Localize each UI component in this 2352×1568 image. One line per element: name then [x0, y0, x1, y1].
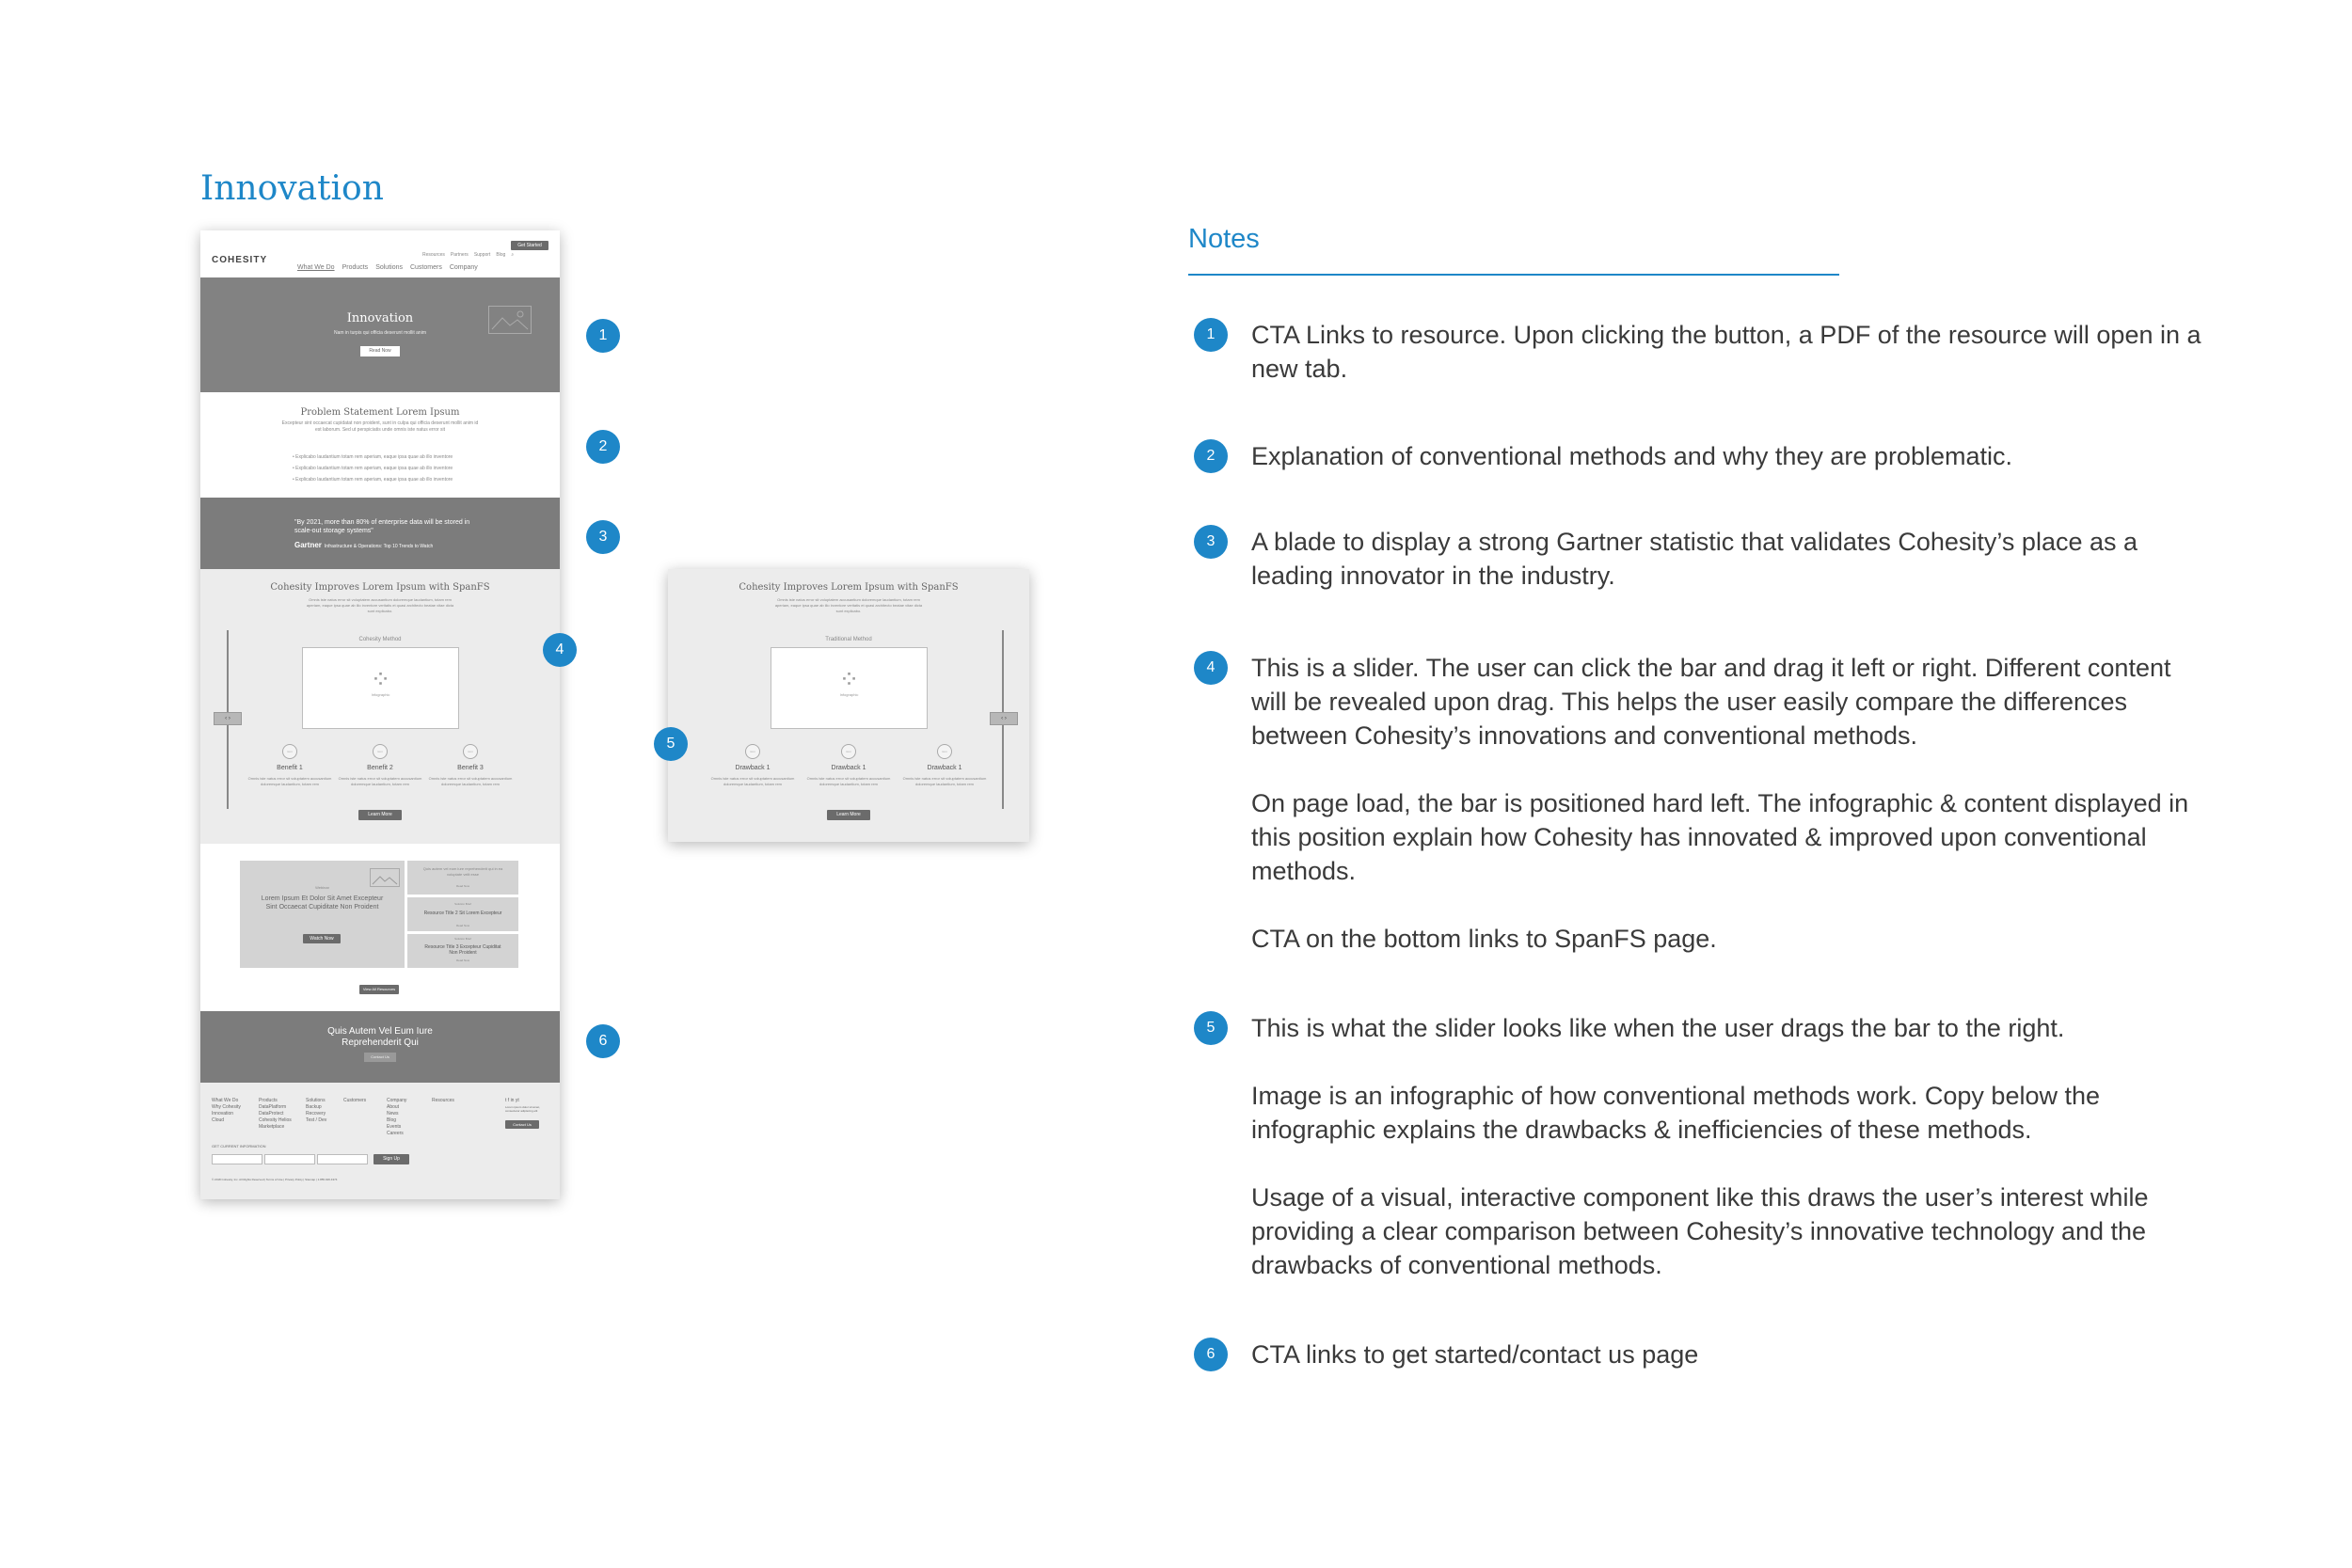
utility-nav-resources[interactable]: Resources [422, 252, 445, 258]
hero-title: Innovation [346, 311, 414, 325]
gartner-logo: Gartner [294, 541, 322, 549]
sign-up-button[interactable]: Sign Up [373, 1154, 409, 1164]
benefit-icon: icon [282, 744, 297, 759]
slider-title: Cohesity Improves Lorem Ipsum with SpanFS [270, 582, 490, 593]
hero-section [200, 277, 560, 392]
slider-intro: Omnis iste natus error sit voluptatem accusantium doloremque laudantium, totam rem aperiam, eaque ipsa quae ab illo inventore veritatis et quasi architecto beatae vitae dicta sunt explicabo. [306, 597, 454, 613]
contact-us-button[interactable]: Contact Us [364, 1053, 396, 1062]
alt-infographic-box [771, 647, 928, 729]
get-started-button[interactable]: Get Started [511, 241, 548, 250]
annotation-marker-4: 4 [543, 633, 577, 667]
slider-dragged-state [668, 569, 1029, 842]
alt-slider-handle[interactable]: ‹ › [990, 712, 1018, 725]
alt-method-label: Traditional Method [825, 637, 872, 642]
footer-col-resources: Resources [432, 1098, 454, 1103]
wireframe-page [200, 230, 560, 1199]
footer [200, 1083, 560, 1199]
featured-resource-title: Lorem Ipsum Et Dolor Sit Amet Excepteur Sint Occaecat Cupiditate Non Proident [261, 895, 384, 911]
method-label: Cohesity Method [358, 637, 402, 642]
benefit-1: icon Benefit 1 Omnis iste natus error sit voluptatem accusantium doloremque laudantium, totam rem [243, 744, 337, 787]
alt-infographic-label: Infographic [839, 692, 859, 697]
search-icon[interactable]: ⌕ [511, 252, 515, 258]
footer-col-what-we-do: What We Do Why Cohesity Innovation Cloud [212, 1098, 241, 1123]
note-badge-1: 1 [1194, 318, 1228, 352]
note-3: A blade to display a strong Gartner statistic that validates Cohesity’s place as a leading innovator in the industry. [1251, 528, 2138, 590]
alt-slider-title: Cohesity Improves Lorem Ipsum with SpanFS [739, 582, 959, 593]
main-nav-products[interactable]: Products [342, 264, 369, 271]
stat-source: Gartner Infrastructure & Operations: Top 10 Trends to Watch [294, 541, 434, 549]
infographic-box [302, 647, 459, 729]
problem-bullet-3: • Explicabo laudantium totam rem aperiam, eaque ipsa quae ab illo inventore [293, 477, 453, 483]
last-name-input[interactable] [264, 1154, 315, 1164]
footer-col-company: Company About News Blog Events Careers [387, 1098, 407, 1136]
note-badge-6: 6 [1194, 1338, 1228, 1371]
note-5: This is what the slider looks like when the user drags the bar to the right. Image is an infographic of how conventional methods work. Copy below the infographic explains the drawbacks & inefficiencies of these methods. Usage of a visual, interactive component like this draws the user’s interest while providing a clear comparison between Cohesity’s innovative technology and the drawbacks of conventional methods. [1251, 1014, 2149, 1279]
slider-handle[interactable]: ‹ › [214, 712, 242, 725]
drawback-2: icon Drawback 1 Omnis iste natus error sit voluptatem accusantium doloremque laudantium, totam rem [802, 744, 896, 787]
footer-contact-text: Lorem ipsum dolor sit amet, consectetur adipiscing elit [505, 1105, 541, 1113]
annotation-marker-2: 2 [586, 430, 620, 464]
utility-nav-blog[interactable]: Blog [496, 252, 506, 258]
newsletter-label: GET CURRENT INFORMATION [212, 1144, 266, 1148]
note-badge-3: 3 [1194, 525, 1228, 559]
drawback-3: icon Drawback 1 Omnis iste natus error sit voluptatem accusantium doloremque laudantium, totam rem [898, 744, 992, 787]
note-2: Explanation of conventional methods and why they are problematic. [1251, 442, 2012, 470]
alt-slider-intro: Omnis iste natus error sit voluptatem accusantium doloremque laudantium, totam rem aperiam, eaque ipsa quae ab illo inventore veritatis et quasi architecto beatae vitae dicta sunt explicabo. [774, 597, 923, 613]
cta-title: Quis Autem Vel Eum Iure Reprehenderit Qui [327, 1026, 433, 1048]
problem-bullet-2: • Explicabo laudantium totam rem aperiam, eaque ipsa quae ab illo inventore [293, 466, 453, 471]
resources-section [200, 844, 560, 1011]
alt-slider-cta-button[interactable]: Learn More [827, 810, 870, 820]
annotation-marker-6: 6 [586, 1024, 620, 1058]
hero-cta-button[interactable]: Read Now [360, 346, 400, 356]
footer-contact-button[interactable]: Contact Us [505, 1120, 539, 1129]
drawback-icon: icon [937, 744, 952, 759]
drawback-icon: icon [841, 744, 856, 759]
main-nav-solutions[interactable]: Solutions [375, 264, 403, 271]
benefit-icon: icon [373, 744, 388, 759]
notes-divider [1188, 274, 1839, 276]
youtube-icon[interactable]: yt [515, 1098, 519, 1103]
cohesity-logo[interactable]: COHESITY [212, 255, 268, 265]
twitter-icon[interactable]: t [505, 1098, 507, 1103]
gartner-stat-blade [200, 498, 560, 569]
linkedin-icon[interactable]: in [510, 1098, 515, 1103]
slider-section [200, 569, 560, 844]
utility-nav-partners[interactable]: Partners [450, 252, 469, 258]
problem-title: Problem Statement Lorem Ipsum [300, 407, 460, 418]
main-nav-customers[interactable]: Customers [409, 264, 442, 271]
benefit-3: icon Benefit 3 Omnis iste natus error sit voluptatem accusantium doloremque laudantium, totam rem [423, 744, 517, 787]
problem-body: Excepteur sint occaecat cupidatat non proident, sunt in culpa qui officia deserunt mollit anim id est laborum. Sed ut perspiciatis unde omnis iste natus error sit [281, 420, 479, 433]
annotation-marker-1: 1 [586, 319, 620, 353]
copyright: © 2018 Cohesity, Inc. All Rights Reserved | Terms of Use | Privacy Policy | Sitemap | 1.855.926.4374 [212, 1178, 338, 1181]
drawback-icon: icon [745, 744, 760, 759]
infographic-icon: ⁘ [370, 665, 391, 693]
note-badge-4: 4 [1194, 651, 1228, 685]
main-nav-what-we-do[interactable]: What We Do [297, 264, 335, 271]
watch-now-button[interactable]: Watch Now [303, 934, 341, 943]
problem-section [200, 392, 560, 498]
hero-subtitle: Nam in turpis qui officia deserunt mollit anim [333, 330, 426, 336]
infographic-icon: ⁘ [838, 665, 860, 693]
social-icons [505, 1098, 519, 1104]
image-placeholder-icon [370, 868, 400, 887]
footer-col-solutions: Solutions Backup Recovery Test / Dev [306, 1098, 327, 1123]
annotation-marker-5: 5 [654, 727, 688, 761]
main-nav-company[interactable]: Company [449, 264, 478, 271]
annotation-marker-3: 3 [586, 520, 620, 554]
resource-card-1[interactable]: Quis autem vel eum iure reprehenderit qui in ea voluptate velit esse Read Now [407, 861, 518, 895]
first-name-input[interactable] [212, 1154, 262, 1164]
benefit-icon: icon [463, 744, 478, 759]
main-nav [297, 257, 485, 274]
view-all-resources-button[interactable]: View All Resources [359, 985, 399, 994]
slider-cta-button[interactable]: Learn More [358, 810, 402, 820]
footer-col-products: Products DataPlatform DataProtect Cohesity Helios Marketplace [259, 1098, 292, 1130]
problem-bullet-1: • Explicabo laudantium totam rem aperiam, eaque ipsa quae ab illo inventore [293, 454, 453, 460]
image-placeholder-icon [488, 306, 532, 334]
facebook-icon[interactable]: f [507, 1098, 510, 1103]
benefit-2: icon Benefit 2 Omnis iste natus error sit voluptatem accusantium doloremque laudantium, totam rem [333, 744, 427, 787]
stat-quote: "By 2021, more than 80% of enterprise data will be stored in scale-out storage systems" [294, 519, 470, 534]
email-input[interactable] [317, 1154, 368, 1164]
wire-header [200, 230, 560, 277]
notes-title: Notes [1188, 224, 1260, 254]
note-badge-2: 2 [1194, 439, 1228, 473]
footer-col-customers: Customers [343, 1098, 367, 1103]
drawback-1: icon Drawback 1 Omnis iste natus error sit voluptatem accusantium doloremque laudantium, totam rem [706, 744, 800, 787]
contact-cta-blade [200, 1011, 560, 1083]
note-6: CTA links to get started/contact us page [1251, 1340, 1699, 1369]
featured-resource[interactable]: Webinar Lorem Ipsum Et Dolor Sit Amet Excepteur Sint Occaecat Cupiditate Non Proident Watch Now [240, 861, 405, 968]
note-4: This is a slider. The user can click the bar and drag it left or right. Different content will be revealed upon drag. This helps the user easily compare the differences between Cohesity’s innovations and conventional methods. On page load, the bar is positioned hard left. The infographic & content displayed in this position explain how Cohesity has innovated & improved upon conventional methods. CTA on the bottom links to SpanFS page. [1251, 654, 2189, 953]
utility-nav-support[interactable]: Support [473, 252, 491, 258]
resource-card-2[interactable]: Solution Brief Resource Title 2 Sit Lorem Excepteur Read Now [407, 897, 518, 931]
page-title: Innovation [200, 169, 384, 208]
infographic-label: Infographic [371, 692, 390, 697]
note-1: CTA Links to resource. Upon clicking the button, a PDF of the resource will open in a new tab. [1251, 321, 2201, 383]
note-badge-5: 5 [1194, 1011, 1228, 1045]
resource-card-3[interactable]: Solution Brief Resource Title 3 Excepteur Cupiditat Non Proident Read Now [407, 934, 518, 968]
